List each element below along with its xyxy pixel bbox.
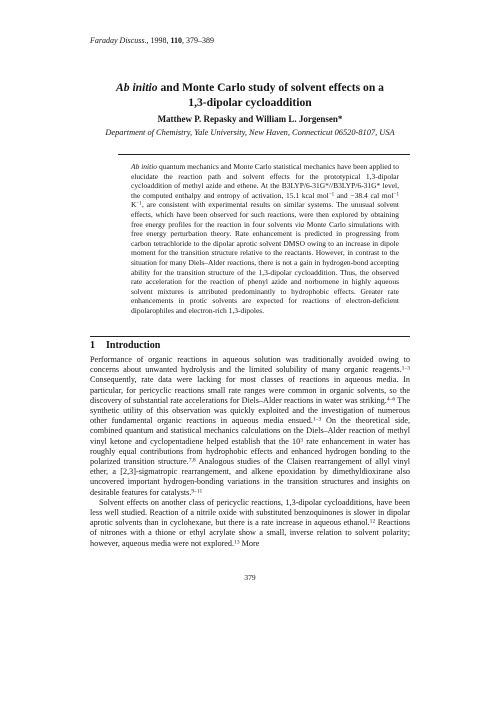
citation-ref: 1–3 xyxy=(401,365,410,372)
article-title xyxy=(60,80,440,110)
journal-citation xyxy=(90,36,214,46)
citation-ref: 1–3 xyxy=(312,416,322,423)
title-line2: 1,3-dipolar cycloaddition xyxy=(188,96,312,109)
abstract-italic-word: via xyxy=(294,219,305,229)
body-text-run: Consequently, rate data were lacking for most classes of reactions in aqueous media. In particular, for pericyclic reactions small rate ranges were common in organic solvents, so the discovery of substantial rate accelerations for Diels–Alder reactions in water was striking. xyxy=(90,375,410,405)
body-text-run: On the theoretical side, combined quantum and statistical mechanics calculations on the Diels–Alder reaction of methyl vinyl ketone and cyclopentadiene helped establish that the 10 xyxy=(90,416,410,446)
body-text-run: Analogous studies of the Claisen rearrangement of allyl vinyl ether, a [2,3]-sigmatropic rearrangement, and alkene epoxidation by dimethyldioxirane also uncovered important hydrogen-bonding variations in the transition structures and insights on desirable features for catalysts. xyxy=(90,457,410,497)
abstract-text: K xyxy=(131,200,137,210)
body-text-run: Reactions of nitrones with a thione or ethyl acrylate show a small, inverse relation to solvent polarity; however, aqueous media were not explored. xyxy=(90,518,410,548)
body-text-run: The synthetic utility of this observation was quickly exploited and the investigation of numerous other fundamental organic reactions in aqueous media ensued. xyxy=(90,395,410,426)
author-list: Matthew P. Repasky and William L. Jorgensen* xyxy=(157,114,343,124)
abstract-superscript: −1 xyxy=(136,201,142,208)
journal-volume: 110 xyxy=(170,36,183,45)
citation-ref: 12 xyxy=(369,518,376,525)
body-text-run: Solvent effects on another class of pericyclic reactions, 1,3-dipolar cycloadditions, have been less well studied. Reaction of a nitrile oxide with substituted benzoquinones is slower in dipolar aprotic solvents than in cyclohexane, but there is a rate increase in aqueous ethanol. xyxy=(90,497,410,528)
abstract-paragraph xyxy=(131,162,399,316)
journal-pages: , 379–389 xyxy=(182,36,215,45)
abstract-lead-italic: Ab initio xyxy=(131,162,158,171)
body-text-run: Performance of organic reactions in aqueous solution was traditionally avoided owing to concerns about unwanted hydrolysis and the limited solubility of many organic reagents. xyxy=(90,355,410,375)
journal-year: , 1998, xyxy=(146,36,171,45)
section-title: Introduction xyxy=(106,340,161,351)
abstract xyxy=(131,162,399,316)
journal-name: Faraday Discuss. xyxy=(90,36,147,45)
exponent: 3 xyxy=(300,437,304,444)
citation-ref: 4–6 xyxy=(386,396,396,403)
affiliation: Department of Chemistry, Yale University, New Haven, Connecticut 06520-8107, USA xyxy=(105,128,395,137)
citation-ref: 9–11 xyxy=(191,488,203,495)
abstract-superscript: −1 xyxy=(328,191,335,198)
body-text xyxy=(90,355,410,549)
abstract-superscript: −1 xyxy=(393,191,400,198)
body-paragraph-2 xyxy=(90,498,410,549)
abstract-text: , are consistent with experimental results on similar systems. The unusual solvent effects, which have been observed for such reactions, were then explored by obtaining free energy profiles for the reaction in four solvents xyxy=(131,200,399,229)
abstract-bottom-rule xyxy=(90,336,410,337)
section-number: 1 xyxy=(90,340,95,351)
body-text-run: More xyxy=(239,538,260,548)
abstract-top-rule xyxy=(118,154,410,155)
title-line1: and Monte Carlo study of solvent effects on a xyxy=(157,81,384,94)
page-number: 379 xyxy=(244,573,256,582)
citation-ref: 7,8 xyxy=(188,457,196,464)
abstract-text: Monte Carlo simulations with free energy perturbation theory. Rate enhancement is predicted in progressing from carbon tetrachloride to the dipolar aprotic solvent DMSO owing to an increase in dipole moment for the transition structure relative to the reactants. However, in contrast to the situation for many Diels–Alder reactions, there is not a gain in hydrogen-bond accepting ability for the transition structure of the 1,3-dipolar cycloaddition. Thus, the observed rate acceleration for the reaction of phenyl azide and norbornene in highly aqueous solvent mixtures is attributed predominantly to hydrophobic effects. Greater rate enhancements in protic solvents are expected for reactions of electron-deficient dipolarophiles and electron-rich 1,3-dipoles. xyxy=(131,219,399,315)
body-paragraph-1 xyxy=(90,355,410,498)
citation-ref: 13 xyxy=(234,539,240,546)
section-heading xyxy=(90,340,160,352)
body-text-run: rate enhancement in water has roughly equal contributions from hydrophobic effects and enhanced hydrogen bonding to the polarized transition structure. xyxy=(90,436,410,467)
abstract-text: quantum mechanics and Monte Carlo statistical mechanics have been applied to elucidate the reaction path and solvent effects for the prototypical 1,3-dipolar cycloaddition of methyl azide and ethene. At the B3LYP/6-31G*//B3LYP/6-31G* level, the computed enthalpy and entropy of activation, 15.1 kcal mol xyxy=(131,162,399,200)
abstract-text: and −38.4 cal mol xyxy=(334,190,394,200)
title-italic-part: Ab initio xyxy=(116,81,158,94)
